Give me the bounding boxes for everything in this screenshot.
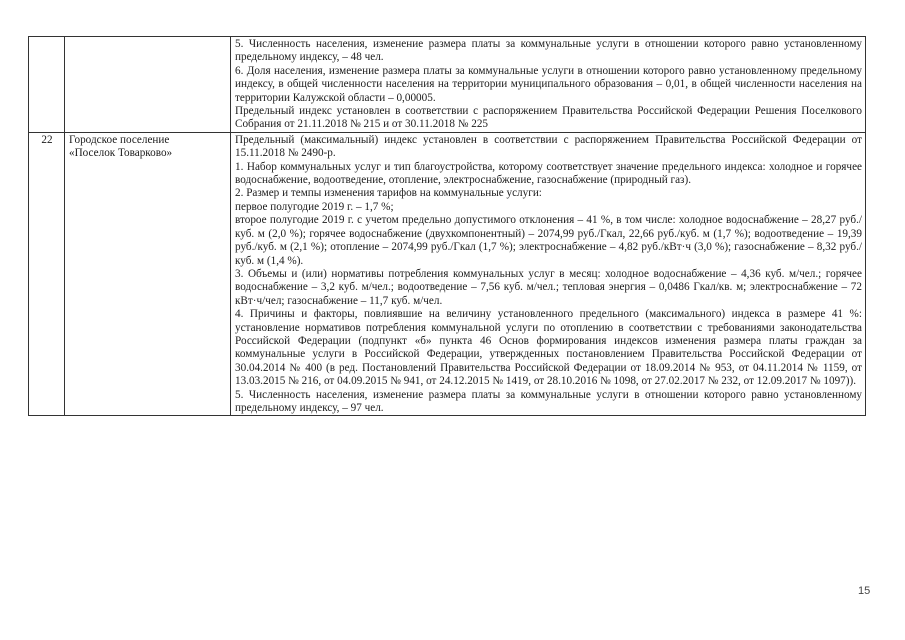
- paragraph: Предельный индекс установлен в соответствии с распоряжением Правительства Российской Федерации Решения Поселкового Собрания от 21.11.2018 № 215 и от 30.11.2018 № 225: [235, 105, 862, 131]
- paragraph: 2. Размер и темпы изменения тарифов на коммунальные услуги:: [235, 187, 542, 200]
- paragraph: 5. Численность населения, изменение размера платы за коммунальные услуги в отношении которого равно установленному предельному индексу, – 97 чел.: [235, 388, 862, 414]
- row-number-cell: 22: [29, 132, 65, 416]
- paragraph: 1. Набор коммунальных услуг и тип благоустройства, которому соответствует значение предельного индекса: холодное и горячее водоснабжение, водоотведение, отопление, электроснабжение, газоснабжение (природный газ).: [235, 160, 862, 187]
- document-table: [28, 36, 866, 416]
- municipality-name-cell: [65, 37, 231, 133]
- paragraph: 6. Доля населения, изменение размера платы за коммунальные услуги в отношении которого равно установленному предельному индексу, в общей численности населения на территории муниципального образования – 0,01, в общей численности населения на территории Калужской области – 0,00005.: [235, 64, 862, 104]
- municipality-name-line: «Поселок Товарково»: [69, 147, 173, 160]
- paragraph: Предельный (максимальный) индекс установлен в соответствии с распоряжением Правительства Российской Федерации от 15.11.2018 № 2490-р.: [235, 133, 862, 160]
- paragraph: 4. Причины и факторы, повлиявшие на величину установленного предельного (максимального) индекса в размере 41 %: установление нормативов потребления коммунальной услуги по отоплению в соответствии с требованиями законодательства Российской Федерации (подпункт «б» пункта 46 Основ формирования индексов изменения размера платы граждан за коммунальные услуги в Российской Федерации, утвержденных постановлением Правительства Российской Федерации от 30.04.2014 № 400 (в ред. Постановлений Правительства Российской Федерации от 18.09.2014 № 953, от 04.11.2014 № 1159, от 13.03.2015 № 216, от 04.09.2015 № 941, от 24.12.2015 № 1419, от 28.10.2016 № 1098, от 27.02.2017 № 232, от 12.09.2017 № 1097)).: [235, 308, 862, 388]
- municipality-name-line: Городское поселение: [69, 133, 170, 146]
- municipality-name-cell: [65, 132, 231, 416]
- table-row: [29, 37, 866, 133]
- table-row: [29, 132, 866, 416]
- description-cell: [231, 37, 866, 133]
- paragraph: второе полугодие 2019 г. с учетом предельно допустимого отклонения – 41 %, в том числе: холодное водоснабжение – 28,27 руб./куб. м (2,0 %); горячее водоснабжение (двухкомпонентный) – 2074,99 руб./Гкал, 22,66 руб./куб. м (1,7 %); водоотведение – 19,39 руб./куб. м (2,1 %); отопление – 2074,99 руб./Гкал (1,7 %); электроснабжение – 4,82 руб./кВт·ч (3,0 %); газоснабжение – 8,32 руб./куб. м (1,4 %).: [235, 214, 862, 267]
- description-cell: [231, 132, 866, 416]
- row-number-cell: [29, 37, 65, 133]
- paragraph: 3. Объемы и (или) нормативы потребления коммунальных услуг в месяц: холодное водоснабжение – 4,36 куб. м/чел.; горячее водоснабжение – 3,2 куб. м/чел.; водоотведение – 7,56 куб. м/чел.; тепловая энергия – 0,0486 Гкал/кв. м; электроснабжение – 72 кВт·ч/чел; газоснабжение – 11,7 куб. м/чел.: [235, 267, 862, 307]
- page-number: 15: [858, 585, 871, 597]
- paragraph: первое полугодие 2019 г. – 1,7 %;: [235, 200, 394, 213]
- paragraph: 5. Численность населения, изменение размера платы за коммунальные услуги в отношении которого равно установленному предельному индексу, – 48 чел.: [235, 38, 862, 64]
